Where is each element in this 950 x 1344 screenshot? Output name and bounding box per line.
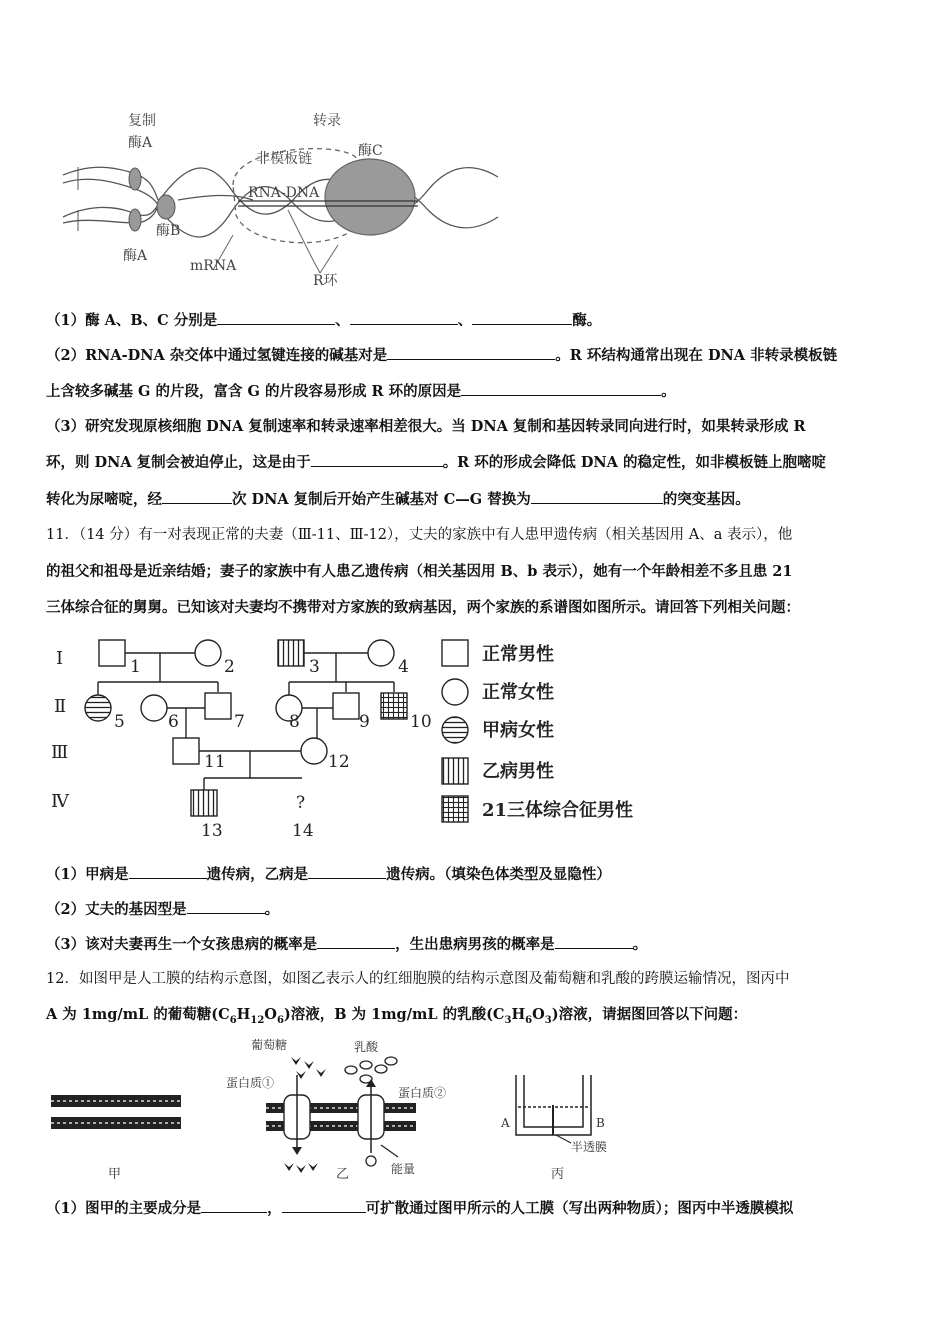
individual-II-5 bbox=[85, 695, 111, 721]
fig-bing-label: 丙 bbox=[551, 1167, 565, 1182]
individual-I-2 bbox=[195, 640, 221, 666]
label-enzyme-c: 酶C bbox=[358, 143, 383, 159]
q12-part1: （1）图甲的主要成分是 ， 可扩散通过图甲所示的人工膜（写出两种物质）；图丙中半透膜模拟 bbox=[46, 1200, 794, 1217]
num-6: 6 bbox=[168, 712, 179, 732]
num-2: 2 bbox=[224, 657, 235, 677]
label-nontemplate-strand: 非模板链 bbox=[256, 151, 312, 167]
lactate-label: 乳酸 bbox=[354, 1040, 379, 1054]
num-13: 13 bbox=[201, 821, 223, 841]
label-transcription: 转录 bbox=[313, 113, 341, 129]
label-enzyme-b: 酶B bbox=[156, 223, 181, 239]
num-7: 7 bbox=[234, 712, 245, 732]
label-enzyme-a-top: 酶A bbox=[128, 135, 153, 151]
cell-membrane bbox=[266, 1095, 416, 1139]
num-unknown: ? bbox=[296, 793, 306, 813]
q11-intro-line1: 11．（14 分）有一对表现正常的夫妻（Ⅲ-11、Ⅲ-12），丈夫的家族中有人患甲遗传病（相关基因用 A、a 表示），他 bbox=[46, 527, 793, 543]
fig-jia-label: 甲 bbox=[108, 1167, 122, 1182]
legend-21-male-symbol bbox=[442, 796, 468, 822]
individual-I-4 bbox=[368, 640, 394, 666]
protein1-label: 蛋白质① bbox=[226, 1076, 275, 1090]
q11-intro-line2: 的祖父和祖母是近亲结婚；妻子的家族中有人患乙遗传病（相关基因用 B、b 表示），她有一个年龄相差不多且患 21 bbox=[46, 563, 793, 580]
protein2-label: 蛋白质② bbox=[398, 1086, 447, 1100]
q10-part3-line2: 环，则 DNA 复制会被迫停止，这是由于 。R 环的形成会降低 DNA 的稳定性，如非模板链上胞嘧啶 bbox=[46, 454, 826, 471]
legend-normal-male-symbol bbox=[442, 640, 468, 666]
legend-normal-female: 正常女性 bbox=[482, 682, 554, 703]
legend-a-female-symbol bbox=[442, 717, 468, 743]
q12-intro-line1: 12．如图甲是人工膜的结构示意图，如图乙表示人的红细胞膜的结构示意图及葡萄糖和乳酸的跨膜运输情况，图丙中 bbox=[46, 971, 790, 987]
legend-b-male-symbol bbox=[442, 758, 468, 784]
num-3: 3 bbox=[309, 657, 320, 677]
num-9: 9 bbox=[359, 712, 370, 732]
individual-II-10 bbox=[381, 693, 407, 719]
q11-answer3: （3）该对夫妻再生一个女孩患病的概率是 ，生出患病男孩的概率是 。 bbox=[46, 936, 648, 953]
q11-answer1: （1）甲病是 遗传病，乙病是 遗传病。（填染色体类型及显隐性） bbox=[46, 866, 611, 883]
dna-rloop-figure bbox=[58, 105, 508, 295]
gen-label-I: Ⅰ bbox=[56, 648, 64, 669]
label-enzyme-a-bottom: 酶A bbox=[123, 248, 148, 264]
label-mrna: mRNA bbox=[190, 258, 237, 274]
u-tube bbox=[516, 1075, 591, 1143]
num-12: 12 bbox=[328, 752, 350, 772]
gen-label-IV: Ⅳ bbox=[51, 791, 69, 812]
q10-part1: （1）酶 A、B、C 分别是 、 、 酶。 bbox=[46, 312, 602, 329]
individual-II-6 bbox=[141, 695, 167, 721]
individual-I-3 bbox=[278, 640, 304, 666]
individual-III-11 bbox=[173, 738, 199, 764]
legend-a-female: 甲病女性 bbox=[482, 720, 554, 741]
q11-answer2: （2）丈夫的基因型是 。 bbox=[46, 901, 280, 918]
gen-label-II: Ⅱ bbox=[54, 696, 67, 717]
label-rna-dna: RNA-DNA bbox=[248, 185, 320, 201]
label-b: B bbox=[596, 1116, 605, 1130]
num-8: 8 bbox=[289, 712, 300, 732]
num-11: 11 bbox=[204, 752, 226, 772]
individual-I-1 bbox=[99, 640, 125, 666]
membrane-figures bbox=[46, 1035, 646, 1185]
q10-part3-line3: 转化为尿嘧啶，经 次 DNA 复制后开始产生碱基对 C—G 替换为 的突变基因。 bbox=[46, 491, 750, 508]
legend-21-male: 21三体综合征男性 bbox=[482, 800, 634, 821]
num-1: 1 bbox=[130, 657, 141, 677]
pedigree-figure bbox=[46, 630, 666, 845]
label-a: A bbox=[501, 1116, 510, 1130]
q10-part3-line1: （3）研究发现原核细胞 DNA 复制速率和转录速率相差很大。当 DNA 复制和基因转录同向进行时，如果转录形成 R bbox=[46, 418, 806, 435]
individual-II-9 bbox=[333, 693, 359, 719]
artificial-membrane bbox=[51, 1095, 181, 1129]
label-replication: 复制 bbox=[128, 113, 156, 129]
q10-part2-line2: 上含较多碱基 G 的片段，富含 G 的片段容易形成 R 环的原因是 。 bbox=[46, 383, 676, 400]
num-10: 10 bbox=[410, 712, 432, 732]
energy-label: 能量 bbox=[391, 1162, 416, 1176]
label-r-loop: R环 bbox=[313, 273, 338, 289]
fig-yi-label: 乙 bbox=[336, 1167, 350, 1182]
individual-II-7 bbox=[205, 693, 231, 719]
num-14: 14 bbox=[292, 821, 314, 841]
membrane-label: 半透膜 bbox=[571, 1140, 608, 1154]
legend-normal-female-symbol bbox=[442, 679, 468, 705]
q10-part2-line1: （2）RNA-DNA 杂交体中通过氢键连接的碱基对是 。R 环结构通常出现在 DNA 非转录模板链 bbox=[46, 347, 838, 364]
glucose-label: 葡萄糖 bbox=[251, 1038, 288, 1052]
legend-normal-male: 正常男性 bbox=[482, 644, 554, 665]
q11-intro-line3: 三体综合征的舅舅。已知该对夫妻均不携带对方家族的致病基因，两个家族的系谱图如图所示。请回答下列相关问题： bbox=[46, 599, 800, 616]
individual-IV-13 bbox=[191, 790, 217, 816]
gen-label-III: Ⅲ bbox=[51, 742, 69, 763]
q12-intro-line2: A 为 1mg/mL 的葡萄糖$(C_6H_{12}O_6)$溶液，B 为 1mg/mL 的乳酸$(C_3H_6O_3)$溶液，请据图回答以下问题： bbox=[46, 1006, 748, 1026]
num-5: 5 bbox=[114, 712, 125, 732]
individual-III-12 bbox=[301, 738, 327, 764]
num-4: 4 bbox=[398, 657, 409, 677]
legend-b-male: 乙病男性 bbox=[482, 761, 554, 782]
